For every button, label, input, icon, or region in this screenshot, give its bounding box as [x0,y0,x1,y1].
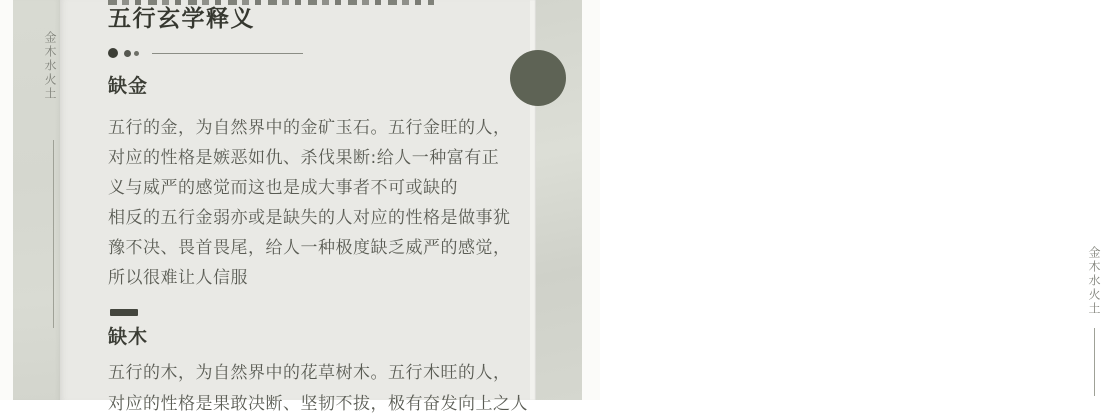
body-line: 五行的金，为自然界中的金矿玉石。五行金旺的人， [108,118,511,138]
body-line: 五行的木，为自然界中的花草树木。五行木旺的人， [108,363,511,383]
body-line: 义与威严的感觉而这也是成大事者不可或缺的 [108,178,458,198]
section-heading-lack-metal: 缺金 [108,75,149,97]
body-line: 豫不决、畏首畏尾，给人一种极度缺乏威严的感觉， [108,238,511,258]
body-line: 所以很难让人信服 [108,268,248,288]
page-title: 五行玄学释义 [108,6,255,32]
ornament-dot-large [108,48,118,58]
body-line: 相反的五行金弱亦或是缺失的人对应的性格是做事犹 [108,208,511,228]
ornament-dot-medium [124,50,131,57]
section-body-lack-wood [108,358,528,420]
title-rule-line [152,53,303,54]
left-spine-label: 金木水火土 [43,31,57,101]
left-spine-rule [53,140,54,328]
title-ornament-dots [108,48,303,58]
circle-ornament [510,50,566,106]
left-spine-band [13,0,60,400]
body-line: 对应的性格是果敢决断、坚韧不拔，极有奋发向上之人 [108,394,528,414]
article-card [60,0,530,414]
section-body-lack-metal [108,113,528,293]
right-spine-rule [1094,328,1095,396]
section-divider-dash [110,309,138,316]
body-line: 对应的性格是嫉恶如仇、杀伐果断:给人一种富有正 [108,148,500,168]
right-spine-label: 金木水火土 [1087,246,1101,316]
ornament-dot-small [134,51,139,56]
section-heading-lack-wood: 缺木 [108,326,149,348]
